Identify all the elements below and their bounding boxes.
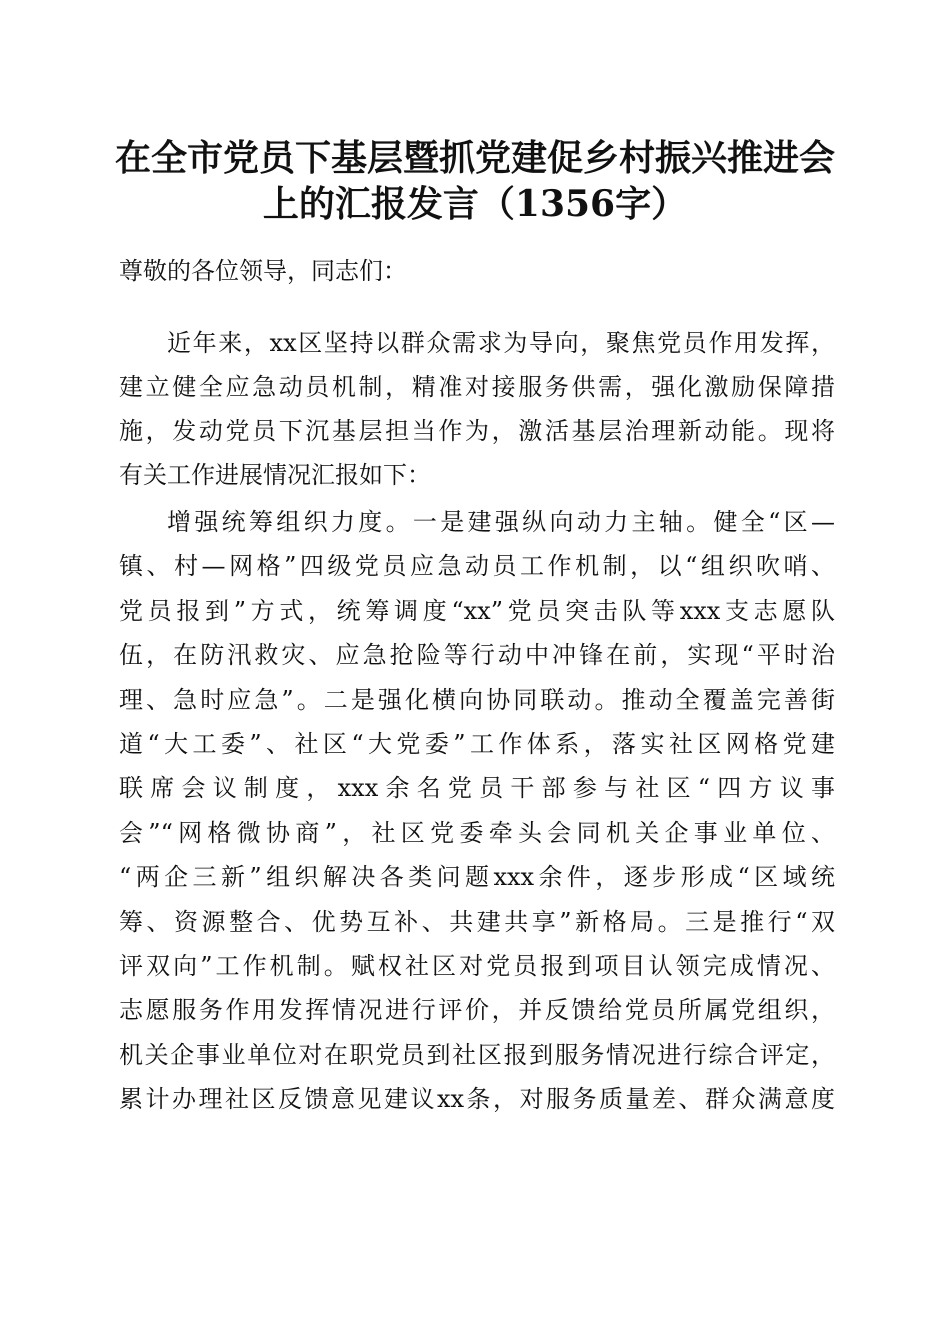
salutation: 尊敬的各位领导，同志们： (119, 257, 407, 285)
paragraph-1-line: 建立健全应急动员机制，精准对接服务供需，强化激励保障措 (119, 373, 835, 401)
paragraph-2-line: 评双向”工作机制。赋权社区对党员报到项目认领完成情况、 (119, 952, 835, 980)
paragraph-2-line: 累计办理社区反馈意见建议xx条，对服务质量差、群众满意度 (119, 1085, 835, 1113)
paragraph-2-line: 筹、资源整合、优势互补、共建共享”新格局。三是推行“双 (119, 908, 835, 936)
paragraph-2-line: 增强统筹组织力度。一是建强纵向动力主轴。健全“区— (167, 508, 835, 536)
paragraph-2-line: 联席会议制度，xxx余名党员干部参与社区“四方议事 (119, 774, 835, 802)
paragraph-2-line: 党员报到”方式，统筹调度“xx”党员突击队等xxx支志愿队 (119, 597, 835, 625)
paragraph-1-line: 近年来，xx区坚持以群众需求为导向，聚焦党员作用发挥， (167, 329, 835, 357)
document-title-line-2: 上的汇报发言（1356字） (262, 183, 688, 225)
document-title-line-1: 在全市党员下基层暨抓党建促乡村振兴推进会 (114, 137, 835, 179)
paragraph-1-line: 有关工作进展情况汇报如下： (119, 461, 431, 489)
paragraph-1-line: 施，发动党员下沉基层担当作为，激活基层治理新动能。现将 (119, 417, 835, 445)
paragraph-2-line: 会”“网格微协商”，社区党委牵头会同机关企事业单位、 (119, 819, 835, 847)
paragraph-2-line: 志愿服务作用发挥情况进行评价，并反馈给党员所属党组织， (119, 996, 835, 1024)
paragraph-2-line: 理、急时应急”。二是强化横向协同联动。推动全覆盖完善街 (119, 686, 835, 714)
paragraph-2-line: 机关企事业单位对在职党员到社区报到服务情况进行综合评定， (119, 1041, 835, 1069)
paragraph-2-line: “两企三新”组织解决各类问题xxx余件，逐步形成“区域统 (119, 863, 835, 891)
paragraph-2-line: 镇、村—网格”四级党员应急动员工作机制，以“组织吹哨、 (119, 552, 835, 580)
paragraph-2-line: 伍，在防汛救灾、应急抢险等行动中冲锋在前，实现“平时治 (119, 641, 835, 669)
paragraph-2-line: 道“大工委”、社区“大党委”工作体系，落实社区网格党建 (119, 730, 835, 758)
